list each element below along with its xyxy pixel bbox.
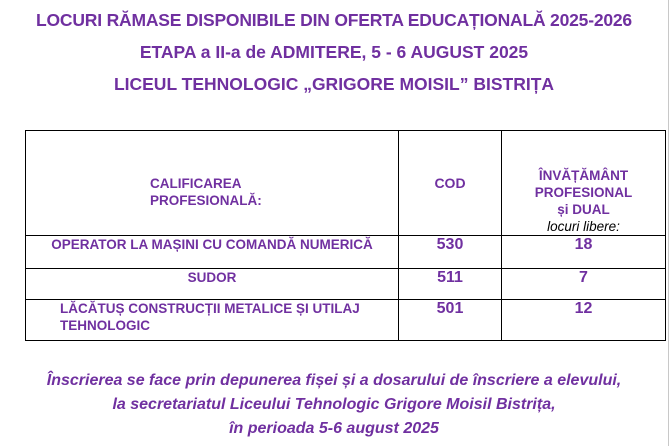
enrollment-note-line: Înscrierea se face prin depunerea fișei și a dosarului de înscriere a elevului, — [46, 372, 622, 389]
header-title: LOCURI RĂMASE DISPONIBILE DIN OFERTA EDUCAȚIONALĂ 2025-2026 — [36, 10, 632, 30]
column-header-code: COD — [399, 131, 502, 236]
column-header-places: ÎNVĂȚĂMÂNT PROFESIONAL și DUAL locuri libere: — [502, 131, 666, 236]
qualification-cell: SUDOR — [26, 269, 399, 300]
available-places-table — [25, 130, 666, 341]
enrollment-note-line: la secretariatul Liceului Tehnologic Grigore Moisil Bistrița, — [112, 396, 556, 413]
places-cell: 12 — [502, 300, 666, 341]
places-cell: 18 — [502, 236, 666, 269]
table-header-row — [26, 131, 666, 236]
enrollment-note — [0, 369, 668, 441]
enrollment-note-line: în perioada 5-6 august 2025 — [229, 420, 439, 437]
header-stage: ETAPA a II-a de ADMITERE, 5 - 6 AUGUST 2025 — [139, 42, 529, 62]
qualification-cell: OPERATOR LA MAȘINI CU COMANDĂ NUMERICĂ — [26, 236, 399, 269]
code-cell: 511 — [399, 269, 502, 300]
table-row — [26, 300, 666, 341]
places-cell: 7 — [502, 269, 666, 300]
table-row — [26, 269, 666, 300]
qualification-cell: LĂCĂTUȘ CONSTRUCȚII METALICE ȘI UTILAJ TEHNOLOGIC — [26, 300, 399, 341]
header-school: LICEUL TEHNOLOGIC „GRIGORE MOISIL” BISTRIȚA — [113, 74, 555, 94]
code-cell: 530 — [399, 236, 502, 269]
column-header-qualification: CALIFICAREA PROFESIONALĂ: — [26, 131, 399, 236]
page-edge-rule — [668, 0, 669, 446]
table-row — [26, 236, 666, 269]
code-cell: 501 — [399, 300, 502, 341]
document-header — [0, 10, 668, 94]
